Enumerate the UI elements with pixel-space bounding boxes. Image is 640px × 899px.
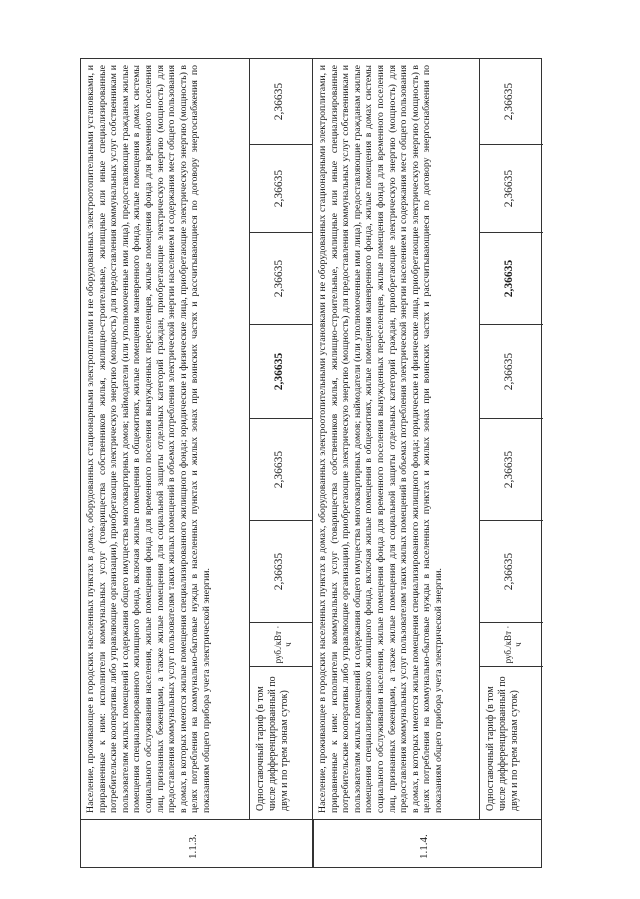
tariff-value-cell — [479, 233, 543, 325]
tariff-value: 2,36635 — [273, 552, 285, 591]
tariff-subrow — [249, 59, 313, 819]
tariff-value-cell — [479, 419, 543, 521]
tariff-label-cell — [249, 667, 313, 819]
tariff-value-cell — [249, 419, 313, 521]
tariff-table — [80, 58, 542, 868]
tariff-value-cell — [249, 325, 313, 419]
tariff-label: Одноставочный тариф (в том числе дифференцированный по двум и по трем зонам суток) — [255, 676, 290, 811]
unit-label: руб./кВт · ч — [273, 625, 293, 664]
consumer-category-description: Население, проживающее в городских населенных пунктах в домах, оборудованных стационарными электроплитами и не оборудованных электроотопительными установками, и приравненные к ним: исполнители коммунальных услуг (товарищества собственников жилья, жилищно-строительные, жилищные или иные специализированные потребительские кооперативы либо управляющие организации), приобретающие электрическую энергию (мощность) для предоставления коммунальных услуг собственникам и пользователям жилых помещений и содержания общего имущества многоквартирных домов; наймодатели (или уполномоченные ими лица), предоставляющие гражданам жилые помещения специализированного жилищного фонда, включая жилые помещения в общежитиях, жилые помещения маневренного фонда, жилые помещения в домах системы социального обслуживания населения, жилые помещения фонда для временного поселения вынужденных переселенцев, жилые помещения фонда для временного поселения лиц, признанных беженцами, а также жилые помещения для социальной защиты отдельных категорий граждан, приобретающие электрическую энергию (мощность) для предоставления коммунальных услуг пользователям таких жилых помещений в объемах потребления электрической энергии населением и содержания мест общего пользования в домах, в которых имеются жилые помещения специализированного жилищного фонда; юридические и физические лица, приобретающие электрическую энергию (мощность) в целях потребления на коммунально-бытовые нужды в населенных пунктах и жилых зонах при воинских частях и рассчитывающиеся по договору энергоснабжения по показаниям общего прибора учета электрической энергии. — [85, 65, 212, 813]
tariff-value: 2,36635 — [503, 552, 515, 591]
tariff-value-cell — [479, 145, 543, 233]
tariff-label: Одноставочный тариф (в том числе дифференцированный по двум и по трем зонам суток) — [485, 676, 520, 811]
tariff-value: 2,36635 — [503, 169, 515, 208]
tariff-value-cell — [249, 521, 313, 623]
tariff-value-cell — [479, 325, 543, 419]
tariff-value: 2,36635 — [503, 352, 515, 391]
tariff-value: 2,36635 — [503, 259, 515, 298]
tariff-subrow — [479, 59, 543, 819]
table-row — [81, 59, 313, 867]
unit-label: руб./кВт · ч — [503, 625, 523, 664]
tariff-value: 2,36635 — [273, 82, 285, 121]
table-row — [313, 59, 541, 867]
consumer-category-description: Население, проживающее в городских населенных пунктах в домах, оборудованных электроотопительными установками и не оборудованных стационарными электроплитами, и приравненные к ним: исполнители коммунальных услуг (товарищества собственников жилья, жилищно-строительные, жилищные или иные специализированные потребительские кооперативы либо управляющие организации), приобретающие электрическую энергию (мощность) для предоставления коммунальных услуг собственникам и пользователям жилых помещений и содержания общего имущества многоквартирных домов; наймодатели (или уполномоченные ими лица), предоставляющие гражданам жилые помещения специализированного жилищного фонда, включая жилые помещения в общежитиях, жилые помещения маневренного фонда, жилые помещения в домах системы социального обслуживания населения, жилые помещения фонда для временного поселения вынужденных переселенцев, жилые помещения фонда для временного поселения лиц, признанных беженцами, а также жилые помещения для социальной защиты отдельных категорий граждан, приобретающие электрическую энергию (мощность) для предоставления коммунальных услуг пользователям таких жилых помещений в объемах потребления электрической энергии населением и содержания мест общего пользования в домах, в которых имеются жилые помещения специализированного жилищного фонда; юридические и физические лица, приобретающие электрическую энергию (мощность) в целях потребления на коммунально-бытовые нужды в населенных пунктах и жилых зонах при воинских частях и рассчитывающиеся по договору энергоснабжения по показаниям общего прибора учета электрической энергии. — [317, 65, 444, 813]
row-number-cell — [81, 819, 312, 867]
tariff-value: 2,36635 — [503, 450, 515, 489]
tariff-value-cell — [479, 59, 543, 145]
tariff-value: 2,36635 — [503, 82, 515, 121]
tariff-value-cell — [249, 59, 313, 145]
unit-cell — [249, 623, 313, 667]
row-number: 1.1.3. — [187, 834, 200, 859]
tariff-value-cell — [249, 233, 313, 325]
row-number: 1.1.4. — [418, 834, 431, 859]
tariff-value: 2,36635 — [273, 169, 285, 208]
tariff-value-cell — [249, 145, 313, 233]
unit-cell — [479, 623, 543, 667]
tariff-value-cell — [479, 521, 543, 623]
tariff-label-cell — [479, 667, 543, 819]
row-number-cell — [313, 819, 541, 867]
tariff-value: 2,36635 — [273, 352, 285, 391]
tariff-value: 2,36635 — [273, 450, 285, 489]
tariff-value: 2,36635 — [273, 259, 285, 298]
